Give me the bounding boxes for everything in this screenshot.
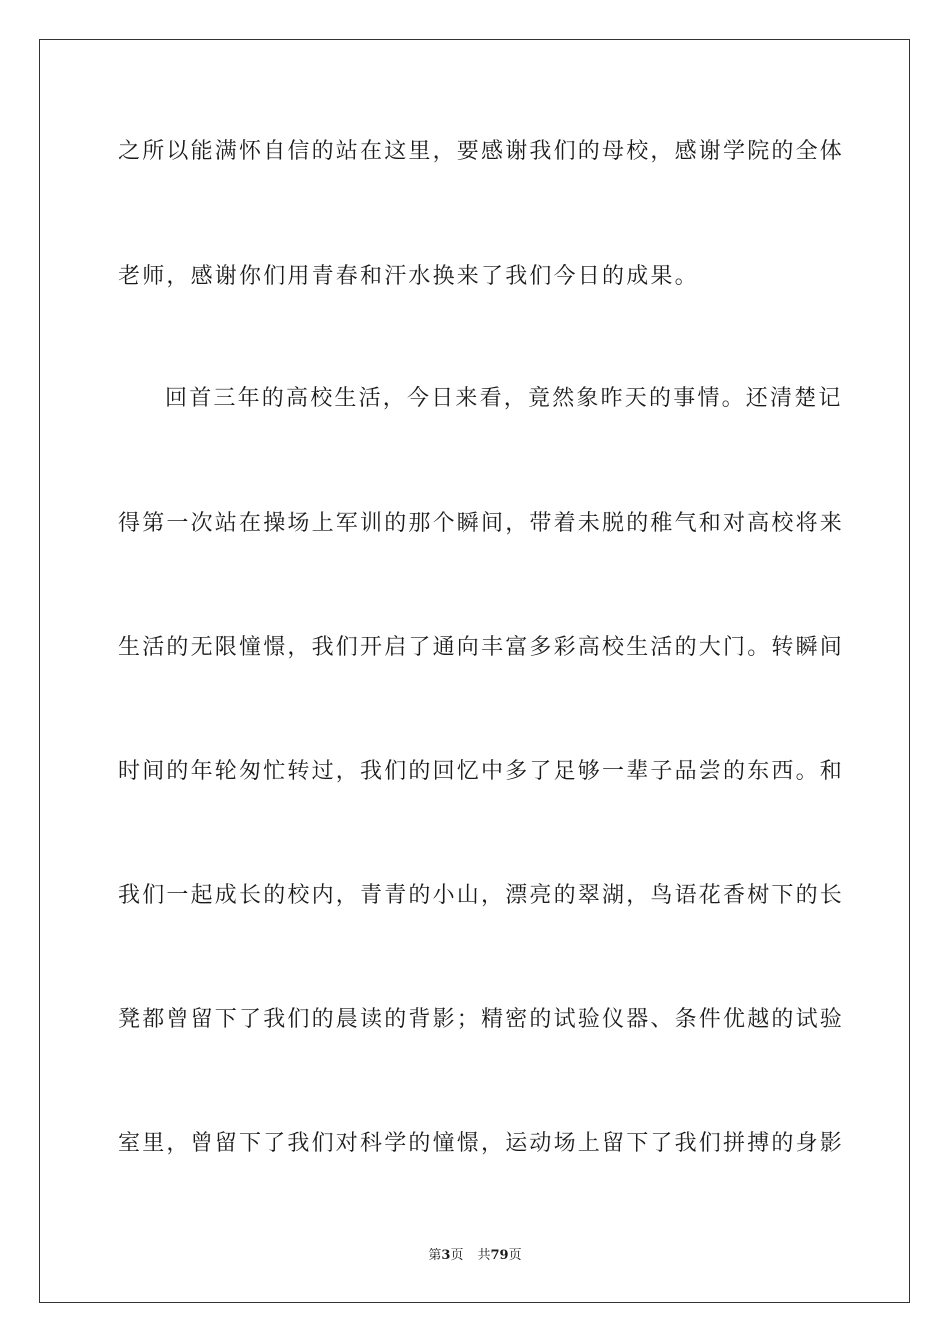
page-footer [0,1247,950,1265]
text-line-8: 凳都曾留下了我们的晨读的背影；精密的试验仪器、条件优越的试验 [118,1007,845,1032]
text-line-3: 回首三年的高校生活，今日来看，竟然象昨天的事情。还清楚记 [165,386,843,411]
text-line-9: 室里，曾留下了我们对科学的憧憬，运动场上留下了我们拼搏的身影 [118,1131,845,1156]
page-suffix: 页 [450,1248,464,1263]
text-line-4: 得第一次站在操场上军训的那个瞬间，带着未脱的稚气和对高校将来 [118,511,845,536]
total-pages: 79 [490,1248,509,1263]
text-line-2: 老师，感谢你们用青春和汗水换来了我们今日的成果。 [118,264,699,289]
page-border [39,39,910,1303]
page-number: 3 [441,1248,451,1263]
total-prefix: 共 [477,1248,491,1263]
text-line-5: 生活的无限憧憬，我们开启了通向丰富多彩高校生活的大门。转瞬间 [118,635,845,660]
text-line-7: 我们一起成长的校内，青青的小山，漂亮的翠湖，鸟语花香树下的长 [118,883,845,908]
text-line-1: 之所以能满怀自信的站在这里，要感谢我们的母校，感谢学院的全体 [118,139,845,164]
text-line-6: 时间的年轮匆忙转过，我们的回忆中多了足够一辈子品尝的东西。和 [118,759,845,784]
total-suffix: 页 [508,1248,522,1263]
page-prefix: 第 [428,1248,442,1263]
